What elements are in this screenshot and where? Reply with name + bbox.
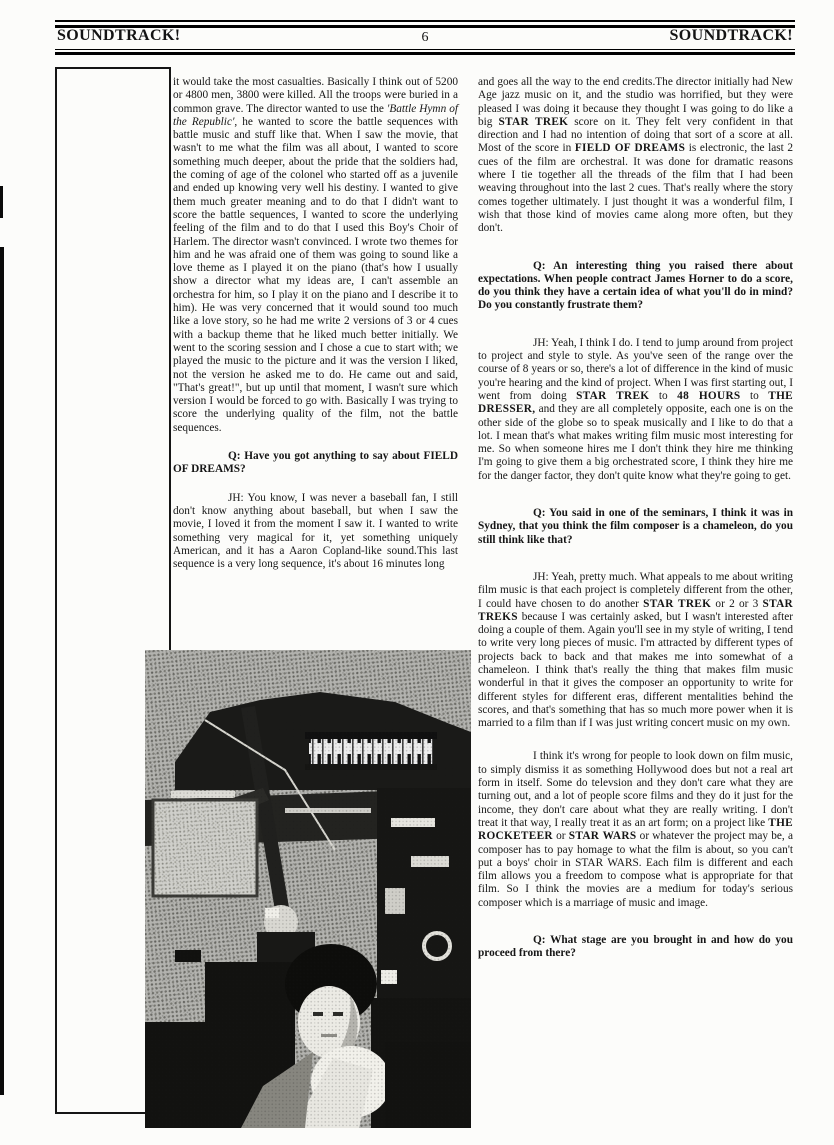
page-header (55, 18, 795, 58)
page-number: 6 (421, 30, 429, 45)
left-column (173, 76, 458, 586)
studio-photo (145, 650, 471, 1128)
body-paragraph: JH: You know, I was never a baseball fan, I still don't know anything about baseball, but when I saw the movie, I loved it from the moment I saw it. I wanted to write something very magical for it, yet something uniquely American, and it has a Aaron Copland-like sound.This last sequence is a very long sequence, it's about 16 minutes long (173, 491, 458, 571)
body-paragraph: and goes all the way to the end credits.The director initially had New Age jazz music on it, and the studio was horrified, but they were pleased I was doing it because they thought I was going to do like a big STAR TREK score on it. They felt very confident in that direction and I had no intention of doing that sort of a score at all. Most of the score in FIELD OF DREAMS is electronic, the last 2 cues of the film are orchestral. It was done for dramatic reasons where I tie together all the threads of the film that I had been weaving throughout into the last 2 cues. That's really where the story comes together ultimately. I just thought it was a wonderful film, I wish that those kind of movies came along more often, but they don't. (478, 76, 793, 235)
header-rule-bottom-thick (55, 52, 795, 55)
header-left-title: SOUNDTRACK! (57, 27, 181, 44)
scan-streak-artifact (0, 247, 4, 1095)
header-rule-top-thin (55, 20, 795, 22)
body-paragraph: it would take the most casualties. Basically I think out of 5200 or 4800 men, 3800 were killed. All the troops were buried in a common grave. The director wanted to use the 'Battle Hymn of the Republic', he wanted to score the battle sequences with battle music and stuff like that. When I saw the movie, that wasn't to me what the film was all about, I wanted to score something much deeper, about the pride that the soldiers had, the coming of age of the colonel who started off as a juvenile and ended up knowing very well his destiny. I wanted to give them much greater meaning and to do that I didn't want to score the battle sequences, I wanted to score the underlying feeling of the film and to do that I used this Boy's Choir of Harlem. The director wasn't convinced. I wrote two themes for him and he was afraid one of them was going to sound like a love theme as I played it on the piano (that's how I usually show a director what my ideas are, I can't assemble an orchestra for him, so I play it on the piano and I describe it to him). He was very concerned that it would sound too much like a love story, so he had me write 2 versions of 3 or 4 cues with a backup theme that he liked much better initially. We went to the scoring session and I chose a cue to start with; we played the music to the picture and it was the version I liked, not the version he asked me to do. He came out and said, "That's great!", but up until that moment, I wasn't sure which version I would be forced to go with. Basically I was trying to score the underlying quality of the film, not the battle sequences. (173, 76, 458, 434)
header-right-title: SOUNDTRACK! (669, 27, 793, 44)
body-paragraph: JH: Yeah, I think I do. I tend to jump around from project to project and style to style. As you've seen of the range over the course of 8 years or so, there's a lot of difference in the kind of music you're hearing and the kind of project. When I was first starting out, I went from doing STAR TREK to 48 HOURS to THE DRESSER, and they are all completely opposite, each one is on the other side of the globe so to speak musically and I like to do that a lot. I mean that's what makes writing film music most interesting for me. So when someone hires me I don't think they hire me thinking I'm going to give them a big orchestrated score, I think they hire me for the danger factor, they don't quite know what they're going to get. (478, 336, 794, 482)
question-paragraph: Q: You said in one of the seminars, I think it was in Sydney, that you think the film composer is a chameleon, do you still think like that? (478, 507, 793, 546)
body-paragraph: I think it's wrong for people to look down on film music, to simply dismiss it as something Hollywood does but not a real art form in itself. Some do televsion and they don't care what they are turning out, and a lot of people score films and they do it just for the income, they don't care about what they are really writing. I don't treat it that way, I really treat it as an art form; on a project like THE ROCKETEER or STAR WARS or whatever the project may be, a composer has to pay homage to what the film is about, so you can't put a boys' choir in STAR WARS. Each film is different and each film allows you a freedom to compose what is appropriate for that film. So I think the movies are a medium for today's serious composer which is a marriage of music and image. (478, 750, 793, 909)
scan-streak-artifact (0, 186, 3, 218)
question-paragraph: Q: What stage are you brought in and how do you proceed from there? (478, 934, 793, 960)
question-paragraph: Q: Have you got anything to say about FIELD OF DREAMS? (173, 450, 458, 476)
body-paragraph: JH: Yeah, pretty much. What appeals to me about writing film music is that each project is completely different from the other, I could have chosen to do another STAR TREK or 2 or 3 STAR TREKS because I was certainly asked, but I wasn't interested after doing a couple of them. Again you'll see in my style of writing, I tend to write very long pieces of music. I'm attracted by different types of projects back to back and that makes me into somewhat of a chameleon. I think that's really the thing that makes film music wonderful in that it gives the composer an opportunity to write for different styles for different eras, different mentalities behind the scores, and that's something that has so much more power when it is married to a film than if I was just writing concert music on my own. (478, 570, 793, 730)
studio-photo-image (145, 650, 471, 1128)
header-rule-bottom-thin (55, 49, 795, 50)
right-column (478, 76, 793, 985)
question-paragraph: Q: An interesting thing you raised there about expectations. When people contract James Horner to do a score, do you think they have a certain idea of what you'll do in mind? Do you constantly frustrate them? (478, 259, 793, 312)
